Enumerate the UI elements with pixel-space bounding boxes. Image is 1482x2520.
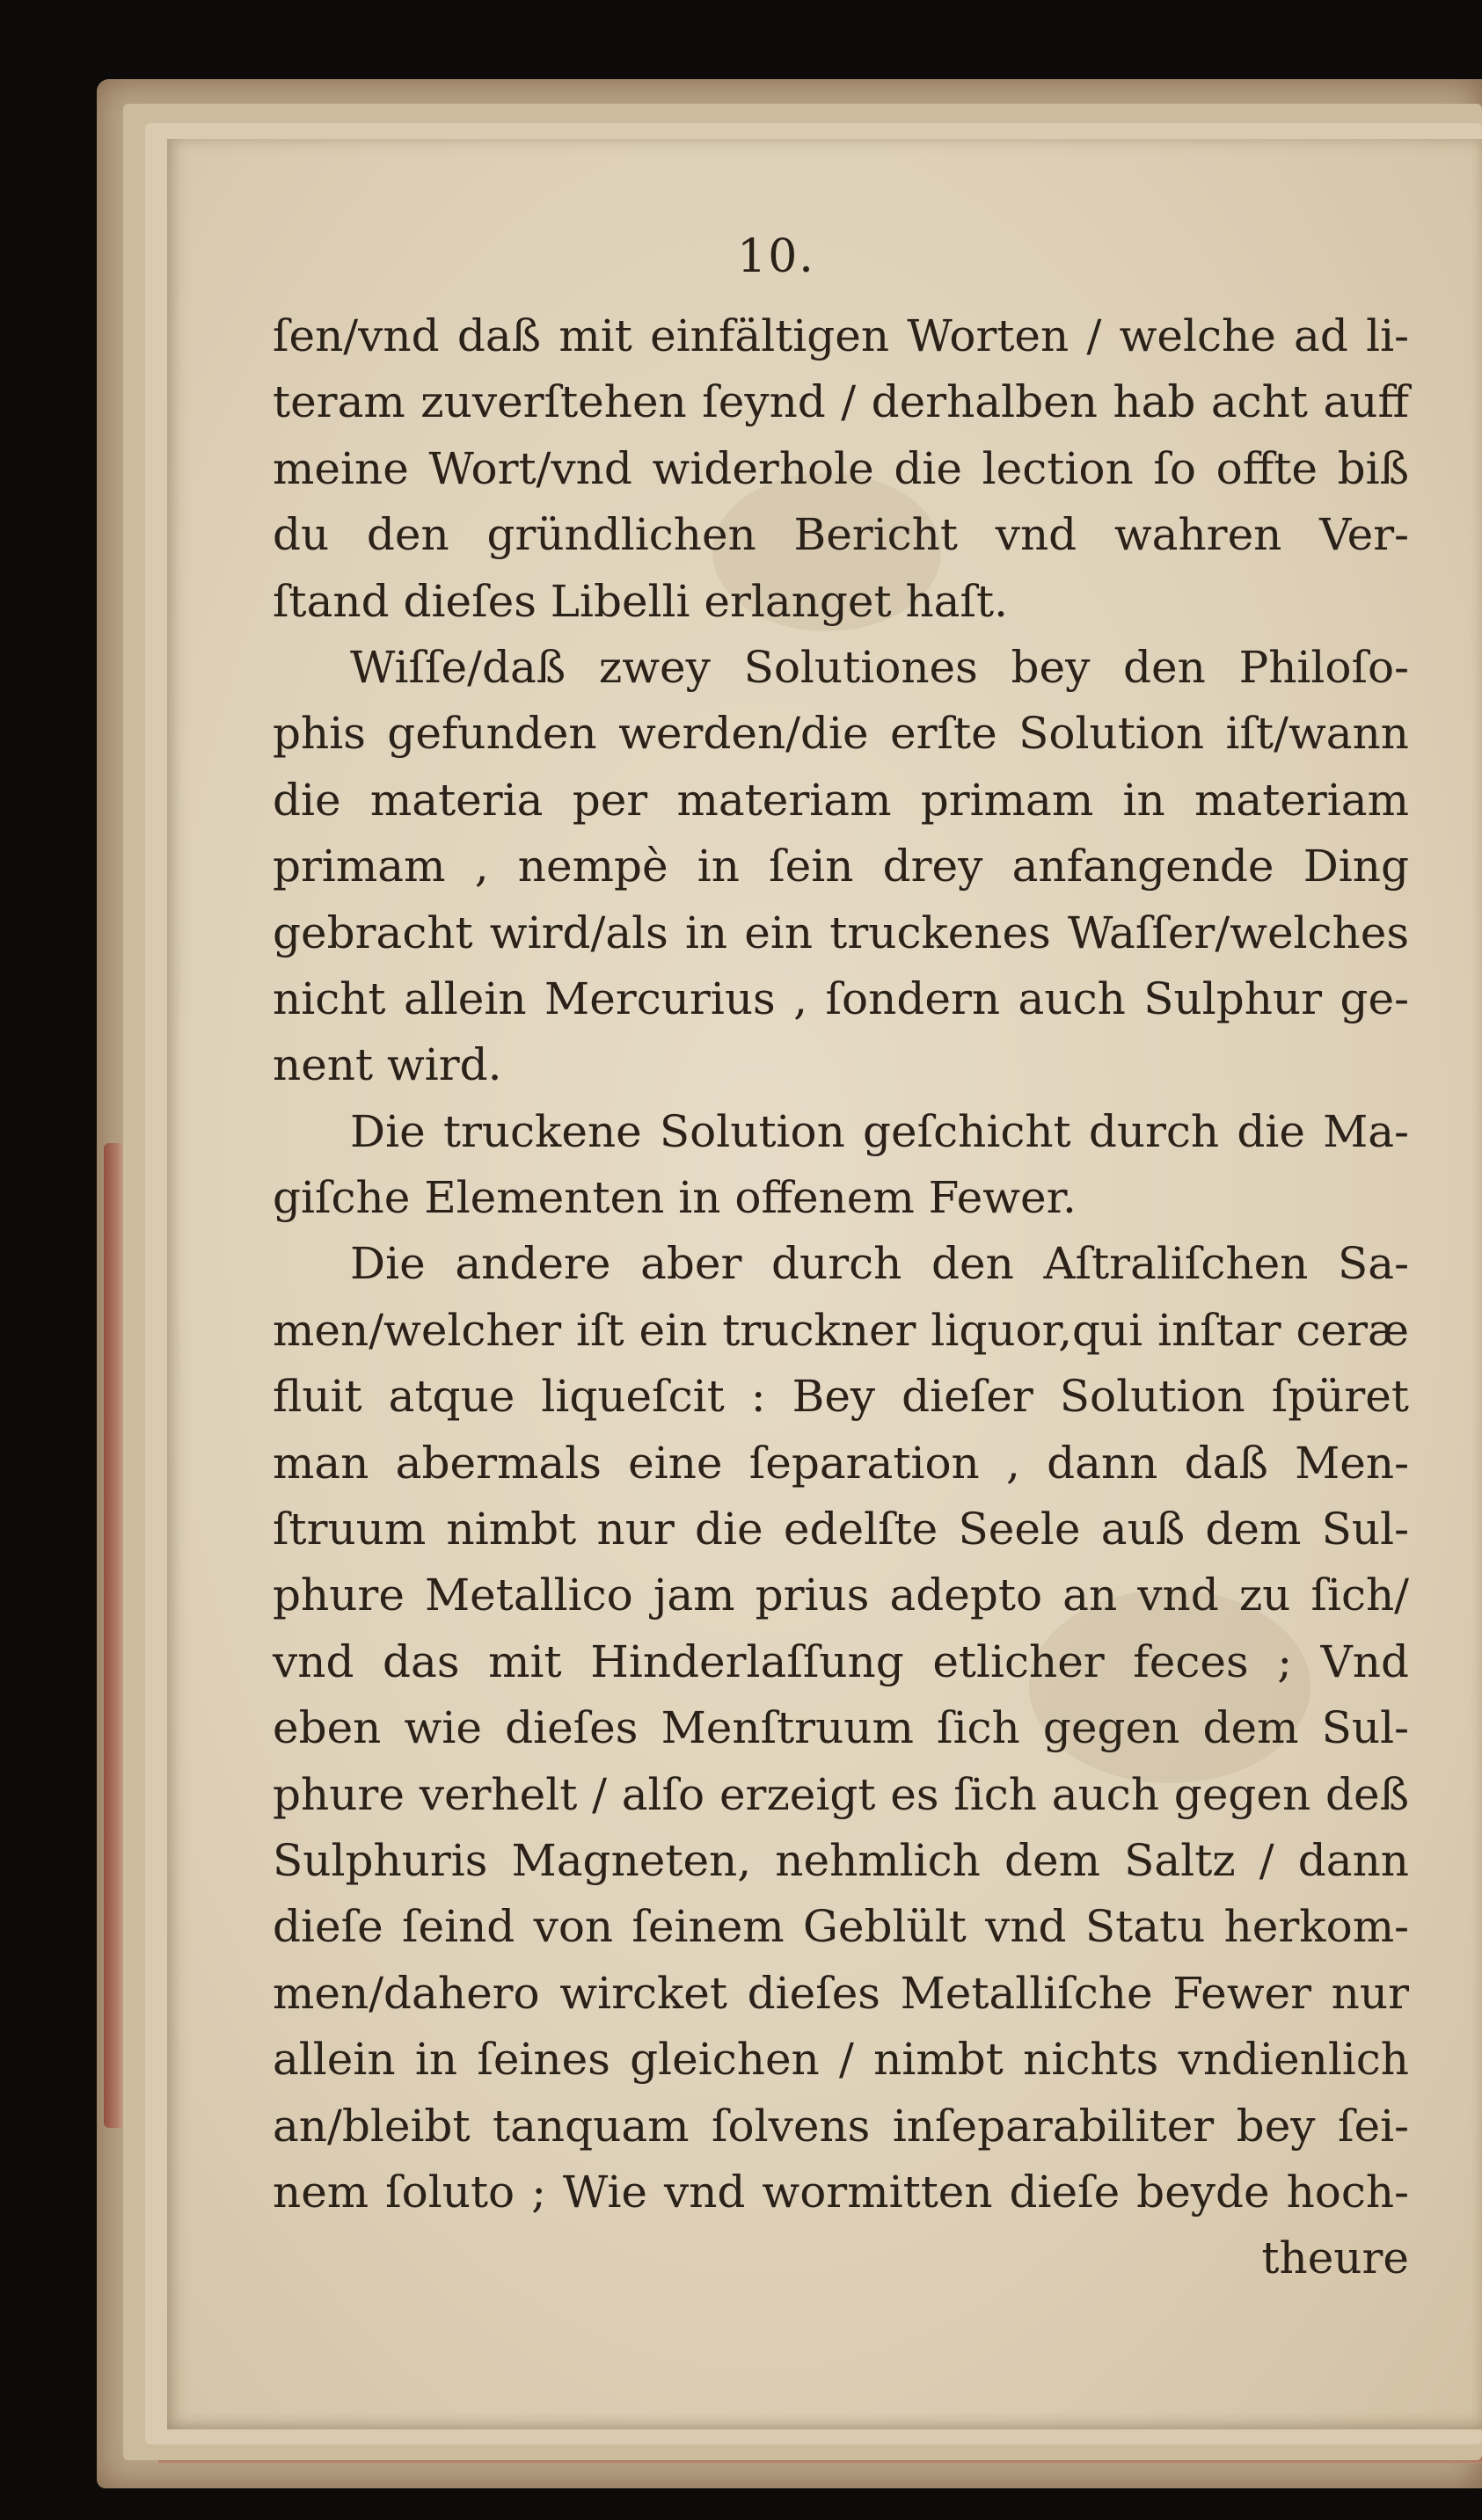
text-line: gebracht wird/als in ein truckenes Waſſer/welches xyxy=(273,907,1409,958)
text-line: nicht allein Mercurius , ſondern auch Sulphur ge- xyxy=(273,972,1409,1024)
text-line: Wiſſe/daß zwey Solutiones bey den Philoſo- xyxy=(350,641,1409,693)
text-line: teram zuverſtehen ſeynd / derhalben hab acht auff xyxy=(273,376,1409,428)
text-line: die materia per materiam primam in materiam xyxy=(273,774,1409,826)
body-text xyxy=(273,303,1409,2292)
text-line: vnd das mit Hinderlaſſung etlicher feces ; Vnd xyxy=(273,1635,1409,1687)
text-line: phure Metallico jam prius adepto an vnd zu ſich/ xyxy=(273,1570,1409,1621)
text-line: Die truckene Solution geſchicht durch die Ma- xyxy=(350,1105,1409,1157)
text-line: meine Wort/vnd widerhole die lection ſo offte biß xyxy=(273,442,1409,494)
text-line: dieſe ſeind von ſeinem Geblült vnd Statu herkom- xyxy=(273,1901,1409,1953)
text-line: giſche Elementen in offenem Fewer. xyxy=(273,1172,1077,1224)
text-line: fluit atque liqueſcit : Bey dieſer Solution ſpüret xyxy=(273,1371,1409,1423)
text-line: Die andere aber durch den Aſtraliſchen Sa- xyxy=(350,1238,1409,1290)
text-line: primam , nempè in ſein drey anfangende Ding xyxy=(273,841,1409,892)
page-number: 10. xyxy=(737,230,815,283)
text-line: ſtand dieſes Libelli erlanget haſt. xyxy=(273,575,1008,627)
text-line: Sulphuris Magneten, nehmlich dem Saltz / dann xyxy=(273,1834,1409,1886)
text-line: nem ſoluto ; Wie vnd wormitten dieſe beyde hoch- xyxy=(273,2166,1409,2218)
text-line: nent wird. xyxy=(273,1039,502,1091)
text-line: phure verhelt / alſo erzeigt es ſich auch gegen deß xyxy=(273,1768,1409,1820)
text-line: ſen/vnd daß mit einfältigen Worten / welche ad li- xyxy=(273,310,1409,361)
text-line: theure xyxy=(1261,2232,1409,2284)
text-line: men/welcher iſt ein truckner liquor,qui inſtar ceræ xyxy=(273,1304,1409,1356)
text-line: phis gefunden werden/die erſte Solution iſt/wann xyxy=(273,708,1409,760)
text-line: ſtruum nimbt nur die edelſte Seele auß dem Sul- xyxy=(273,1504,1409,1555)
text-line: men/dahero wircket dieſes Metalliſche Fewer nur xyxy=(273,1967,1409,2019)
marbled-edge-left xyxy=(104,1143,125,2128)
text-line: eben wie dieſes Menſtruum ſich gegen dem Sul- xyxy=(273,1702,1409,1754)
text-line: man abermals eine ſeparation , dann daß Men- xyxy=(273,1437,1409,1489)
text-line: an/bleibt tanquam ſolvens inſeparabiliter bey ſei- xyxy=(273,2100,1409,2152)
text-line: du den gründlichen Bericht vnd wahren Ver- xyxy=(273,509,1409,561)
text-line: allein in ſeines gleichen / nimbt nichts vndienlich xyxy=(273,2034,1409,2086)
